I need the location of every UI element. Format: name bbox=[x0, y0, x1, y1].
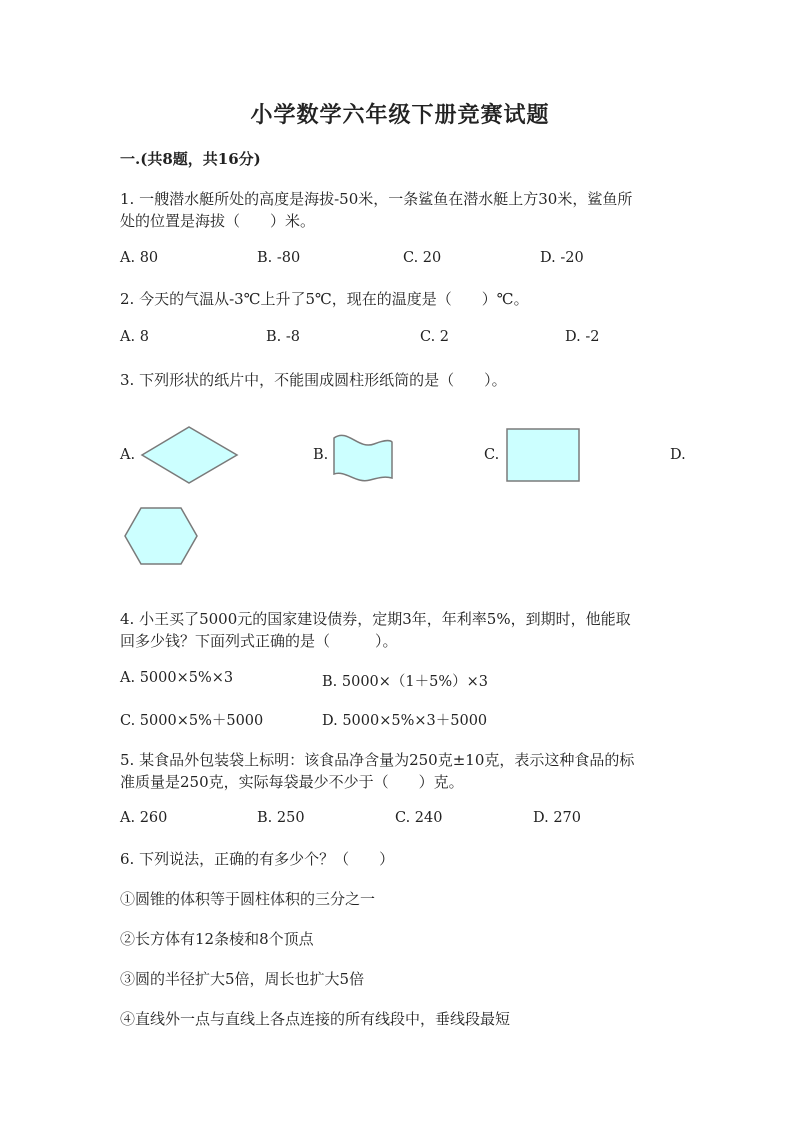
q3-option-a[interactable]: A. bbox=[120, 447, 136, 463]
q6-statement-2: ②长方体有12条棱和8个顶点 bbox=[120, 930, 314, 948]
q5-option-a[interactable]: A. 260 bbox=[120, 810, 168, 826]
hexagon-shape bbox=[123, 506, 199, 566]
q4-option-b[interactable]: B. 5000×（1＋5%）×3 bbox=[322, 674, 489, 690]
q1-text-line2: 处的位置是海拔（ ）米。 bbox=[120, 212, 316, 230]
rectangle-shape bbox=[505, 427, 581, 483]
q4-option-a[interactable]: A. 5000×5%×3 bbox=[120, 670, 234, 686]
q3-option-c[interactable]: C. bbox=[484, 447, 500, 463]
q5-text-line2: 准质量是250克，实际每袋最少不少于（ ）克。 bbox=[120, 773, 464, 791]
wavy-sheet-shape bbox=[330, 432, 396, 482]
q5-option-b[interactable]: B. 250 bbox=[257, 810, 305, 826]
q6-statement-4: ④直线外一点与直线上各点连接的所有线段中，垂线段最短 bbox=[120, 1010, 511, 1028]
q2-option-d[interactable]: D. -2 bbox=[565, 329, 600, 345]
q6-statement-1: ①圆锥的体积等于圆柱体积的三分之一 bbox=[120, 890, 376, 908]
q5-option-d[interactable]: D. 270 bbox=[533, 810, 582, 826]
q3-text-line1: 3. 下列形状的纸片中，不能围成圆柱形纸筒的是（ ）。 bbox=[120, 371, 507, 389]
q6-statement-3: ③圆的半径扩大5倍，周长也扩大5倍 bbox=[120, 970, 365, 988]
q3-option-b[interactable]: B. bbox=[313, 447, 329, 463]
q1-option-b[interactable]: B. -80 bbox=[257, 250, 301, 266]
q1-option-d[interactable]: D. -20 bbox=[540, 250, 584, 266]
q2-option-c[interactable]: C. 2 bbox=[420, 329, 450, 345]
q6-text-line1: 6. 下列说法，正确的有多少个？（ ） bbox=[120, 850, 395, 868]
q4-option-c[interactable]: C. 5000×5%＋5000 bbox=[120, 713, 264, 729]
page-title: 小学数学六年级下册竞赛试题 bbox=[250, 102, 550, 128]
q4-text-line1: 4. 小王买了5000元的国家建设债券，定期3年，年利率5%，到期时，他能取 bbox=[120, 610, 631, 628]
q2-option-b[interactable]: B. -8 bbox=[266, 329, 300, 345]
q1-option-c[interactable]: C. 20 bbox=[403, 250, 442, 266]
q1-option-a[interactable]: A. 80 bbox=[120, 250, 159, 266]
rhombus-shape bbox=[140, 425, 240, 485]
q1-text-line1: 1. 一艘潜水艇所处的高度是海拔-50米，一条鲨鱼在潜水艇上方30米，鲨鱼所 bbox=[120, 190, 633, 208]
q5-text-line1: 5. 某食品外包装袋上标明：该食品净含量为250克±10克，表示这种食品的标 bbox=[120, 751, 635, 769]
q5-option-c[interactable]: C. 240 bbox=[395, 810, 443, 826]
q4-option-d[interactable]: D. 5000×5%×3＋5000 bbox=[322, 713, 488, 729]
q2-option-a[interactable]: A. 8 bbox=[120, 329, 149, 345]
section-heading: 一.(共8题，共16分) bbox=[120, 150, 261, 168]
q3-option-d[interactable]: D. bbox=[670, 447, 686, 463]
q4-text-line2: 回多少钱？下面列式正确的是（ ）。 bbox=[120, 632, 398, 650]
q2-text-line1: 2. 今天的气温从-3℃上升了5℃，现在的温度是（ ）℃。 bbox=[120, 290, 529, 308]
